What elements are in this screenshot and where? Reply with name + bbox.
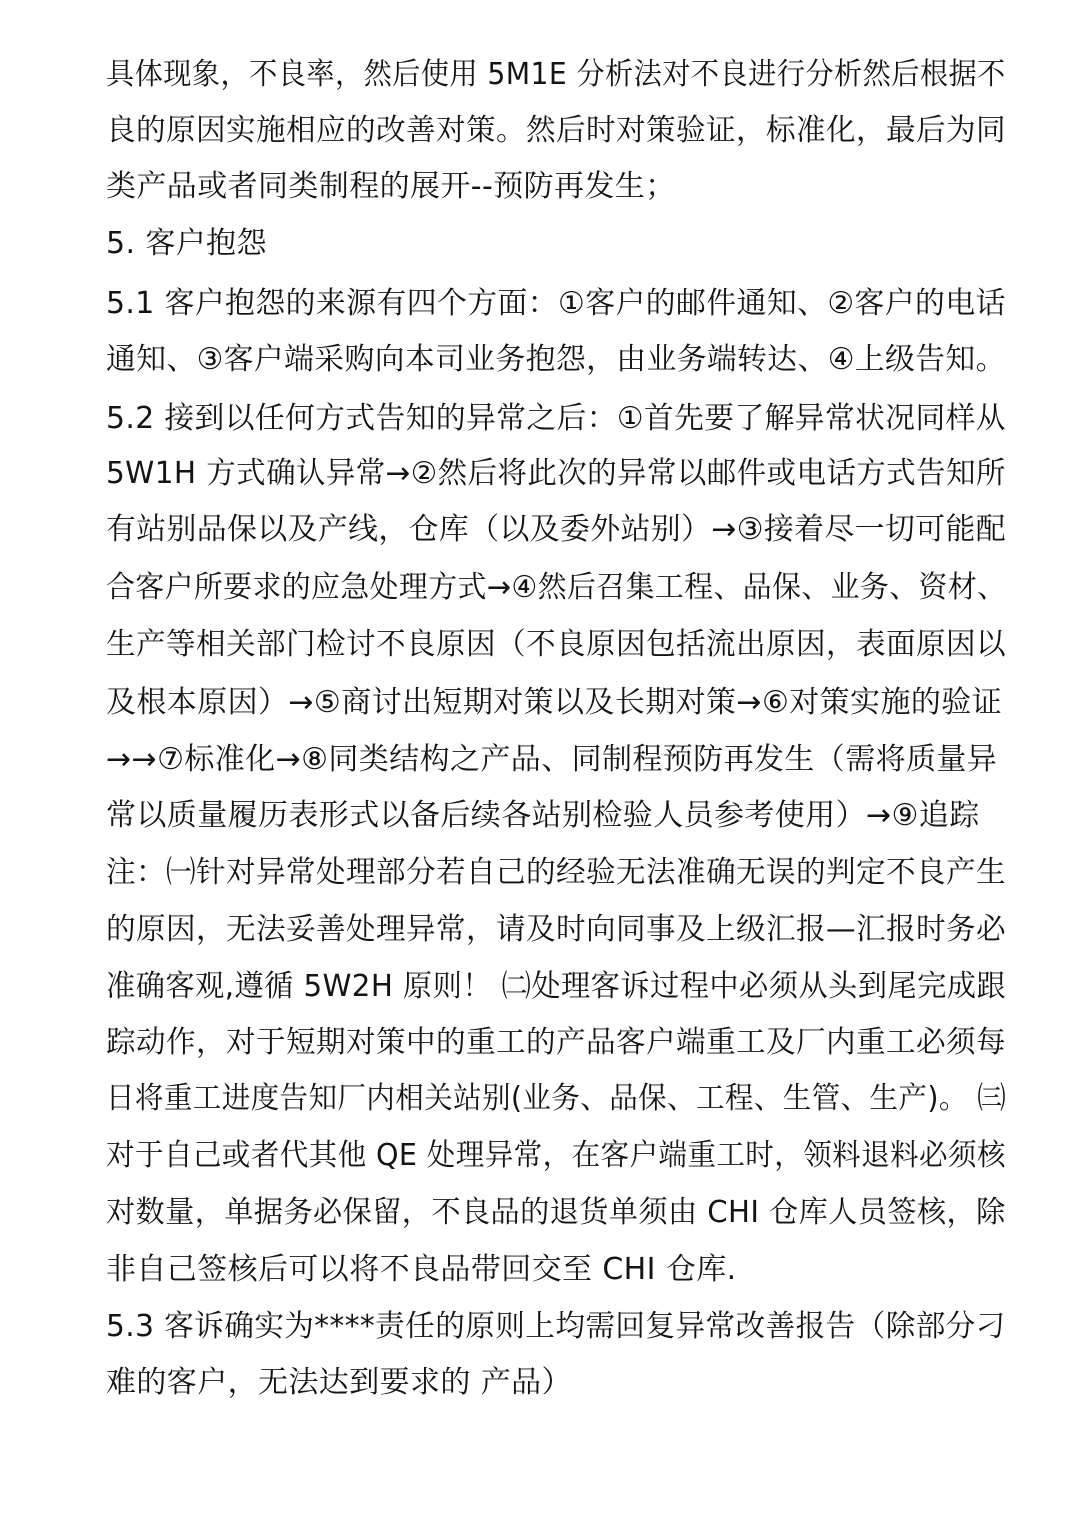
text-line-15: 注：㈠针对异常处理部分若自己的经验无法准确无误的判定不良产生 [106,855,1006,890]
text-line-18: 踪动作，对于短期对策中的重工的产品客户端重工及厂内重工必须每 [106,1025,1006,1060]
text-line-22: 非自己签核后可以将不良品带回交至 CHI 仓库. [106,1252,737,1287]
text-line-12: 及根本原因）→⑤商讨出短期对策以及长期对策→⑥对策实施的验证 [106,685,1003,720]
text-line-19: 日将重工进度告知厂内相关站别(业务、品保、工程、生管、生产)。 ㈢ [106,1081,1007,1116]
text-line-21: 对数量，单据务必保留，不良品的退货单须由 CHI 仓库人员签核，除 [106,1195,1006,1230]
text-line-1: 具体现象，不良率，然后使用 5M1E 分析法对不良进行分析然后根据不 [106,57,1006,92]
text-line-3: 类产品或者同类制程的展开--预防再发生； [106,169,676,204]
text-line-24: 难的客户，无法达到要求的 产品） [106,1365,572,1400]
text-line-16: 的原因，无法妥善处理异常，请及时向同事及上级汇报—汇报时务必 [106,912,1006,947]
text-line-20: 对于自己或者代其他 QE 处理异常，在客户端重工时，领料退料必须核 [106,1138,1006,1173]
text-line-14: 常以质量履历表形式以备后续各站别检验人员参考使用）→⑨追踪 [106,798,980,833]
text-line-6: 通知、③客户端采购向本司业务抱怨，由业务端转达、④上级告知。 [106,342,1006,377]
text-line-17: 准确客观,遵循 5W2H 原则！ ㈡处理客诉过程中必须从头到尾完成跟 [106,969,1007,1004]
text-line-2: 良的原因实施相应的改善对策。然后时对策验证，标准化，最后为同 [106,113,1006,148]
text-line-8: 5W1H 方式确认异常→②然后将此次的异常以邮件或电话方式告知所 [106,456,1006,491]
text-line-11: 生产等相关部门检讨不良原因（不良原因包括流出原因，表面原因以 [106,627,1006,662]
text-line-5: 5.1 客户抱怨的来源有四个方面：①客户的邮件通知、②客户的电话 [106,286,1006,321]
text-line-7: 5.2 接到以任何方式告知的异常之后：①首先要了解异常状况同样从 [106,401,1006,436]
text-line-13: →→⑦标准化→⑧同类结构之产品、同制程预防再发生（需将质量异 [106,742,998,777]
text-line-23: 5.3 客诉确实为****责任的原则上均需回复异常改善报告（除部分刁 [106,1309,1006,1344]
section-heading-5: 5. 客户抱怨 [106,226,267,261]
text-line-10: 合客户所要求的应急处理方式→④然后召集工程、品保、业务、资材、 [106,570,1007,605]
text-line-9: 有站别品保以及产线，仓库（以及委外站别）→③接着尽一切可能配 [106,512,1007,547]
